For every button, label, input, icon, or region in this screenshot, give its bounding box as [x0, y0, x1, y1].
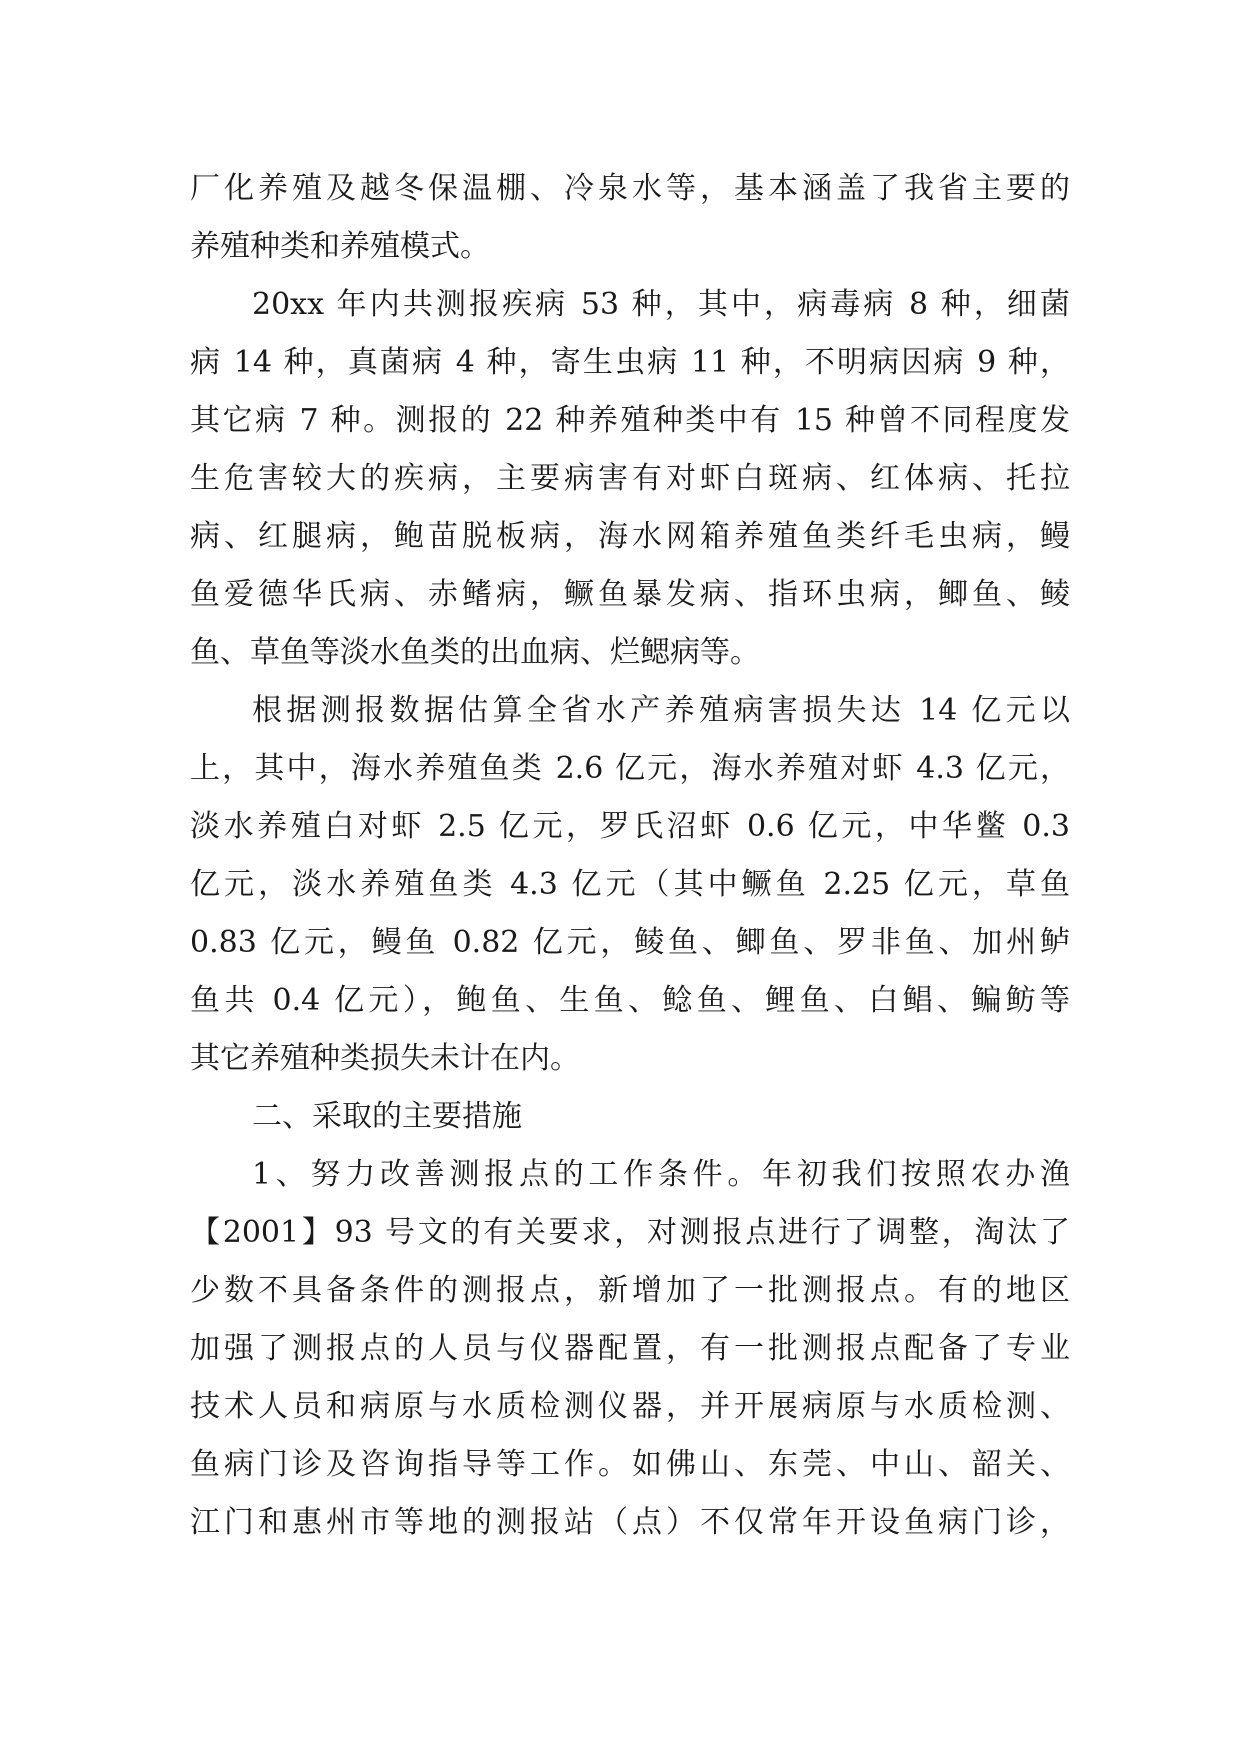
text-line: 病 14 种，真菌病 4 种，寄生虫病 11 种，不明病因病 9 种， [190, 345, 1070, 380]
section-heading: 二、采取的主要措施 [252, 1099, 522, 1134]
text-line: 加强了测报点的人员与仪器配置，有一批测报点配备了专业 [190, 1331, 1070, 1366]
text-line: 其它养殖种类损失未计在内。 [190, 1041, 580, 1076]
text-line: 病、红腿病，鲍苗脱板病，海水网箱养殖鱼类纤毛虫病，鳗 [190, 519, 1070, 554]
text-line: 鱼爱德华氏病、赤鳍病，鳜鱼暴发病、指环虫病，鲫鱼、鲮 [190, 577, 1070, 612]
text-line: 0.83 亿元，鳗鱼 0.82 亿元，鲮鱼、鲫鱼、罗非鱼、加州鲈 [190, 925, 1070, 960]
text-line: 厂化养殖及越冬保温棚、冷泉水等，基本涵盖了我省主要的 [190, 171, 1070, 206]
text-line: 鱼病门诊及咨询指导等工作。如佛山、东莞、中山、韶关、 [190, 1447, 1070, 1482]
text-line: 20xx 年内共测报疾病 53 种，其中，病毒病 8 种，细菌 [252, 287, 1070, 322]
text-line: 鱼共 0.4 亿元），鲍鱼、生鱼、鲶鱼、鲤鱼、白鲳、鳊鲂等 [190, 983, 1070, 1018]
text-line: 鱼、草鱼等淡水鱼类的出血病、烂鳃病等。 [190, 635, 760, 670]
text-line: 淡水养殖白对虾 2.5 亿元，罗氏沼虾 0.6 亿元，中华鳖 0.3 [190, 809, 1070, 844]
text-line: 生危害较大的疾病，主要病害有对虾白斑病、红体病、托拉 [190, 461, 1070, 496]
text-line: 少数不具备条件的测报点，新增加了一批测报点。有的地区 [190, 1273, 1070, 1308]
text-line: 养殖种类和养殖模式。 [190, 229, 490, 264]
text-line: 亿元，淡水养殖鱼类 4.3 亿元（其中鳜鱼 2.25 亿元，草鱼 [190, 867, 1070, 902]
body-text [190, 160, 1070, 1552]
text-line: 技术人员和病原与水质检测仪器，并开展病原与水质检测、 [190, 1389, 1070, 1424]
text-line: 其它病 7 种。测报的 22 种养殖种类中有 15 种曾不同程度发 [190, 403, 1070, 438]
text-line: 1、努力改善测报点的工作条件。年初我们按照农办渔 [252, 1157, 1070, 1192]
text-line: 【2001】93 号文的有关要求，对测报点进行了调整，淘汰了 [190, 1215, 1070, 1250]
text-line: 江门和惠州市等地的测报站（点）不仅常年开设鱼病门诊， [190, 1505, 1070, 1540]
text-line: 上，其中，海水养殖鱼类 2.6 亿元，海水养殖对虾 4.3 亿元， [190, 751, 1070, 786]
text-line: 根据测报数据估算全省水产养殖病害损失达 14 亿元以 [252, 693, 1070, 728]
